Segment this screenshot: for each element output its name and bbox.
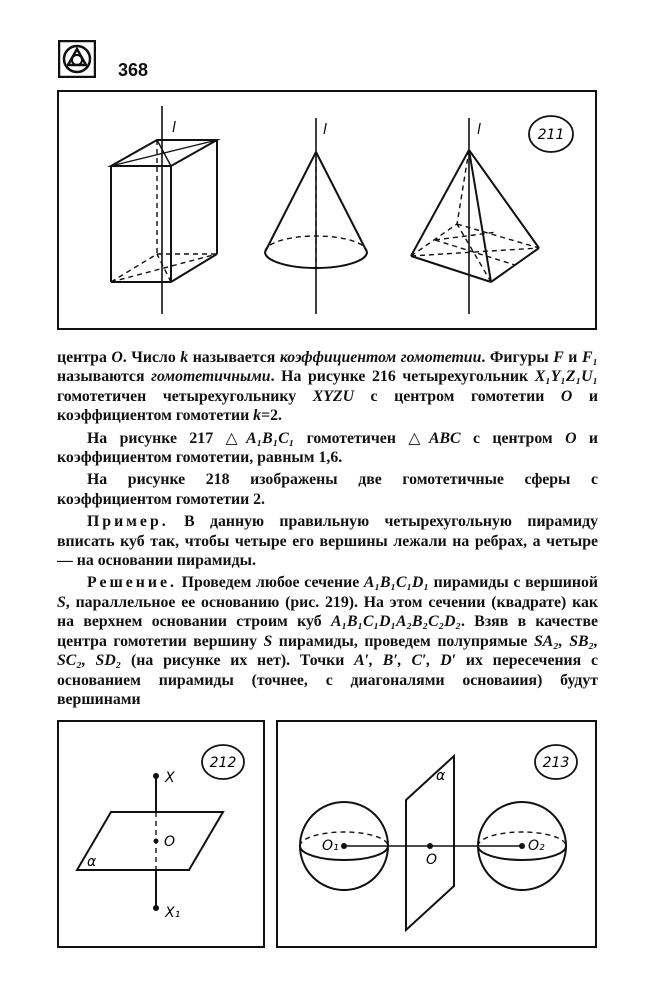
center-o1-label: O₁ [322,838,339,854]
figure-211-number-badge [529,116,573,152]
paragraph-2: На рисунке 217 △A₁B₁C₁ гомотетичен △ABC с центром O и коэффициентом гомотетии, равным 1,6. [57,429,599,467]
svg-text:212: 212 [209,755,237,771]
svg-text:213: 213 [542,755,570,771]
body-text [57,348,598,709]
point-o-label: O [164,834,176,850]
axis-label-prism: l [172,120,176,136]
paragraph-solution: Решение. Проведем любое сечение A₁B₁C₁D₁ пирамиды с вершиной S, параллельное ее основанию (рис. 219). На этом сечении (квадрате) как на верхнем основании строим куб A₁B₁C₁D₁A₂B₂C₂D₂. Взяв в качестве центра гомотетии вершину S пирамиды, проведем полупрямые SA₂, SB₂, SC₂, SD₂ (на рисунке их нет). Точки A′, B′, C′, D′ их пересечения с основанием пирамиды (точнее, с диагоналями основаиия) будут вершинами [57,574,599,708]
figure-213-number-badge [535,745,577,779]
figure-211 [57,90,597,330]
figure-213 [276,720,597,948]
point-x-label: X [165,770,175,786]
figure-212 [57,720,265,948]
center-o2-label: O₂ [528,838,545,854]
page-number: 368 [118,60,149,80]
example-label: Пример. [87,513,169,531]
axis-label-pyramid: l [477,122,481,138]
paragraph-example: Пример. В данную правильную четырехугольную пирамиду вписать куб так, чтобы четыре его вершины лежали на ребрах, а четыре — на основании пирамиды. [57,513,598,570]
figure-212-number-badge [202,745,244,779]
axis-label-cone: l [323,122,327,138]
figure-212-drawing [59,722,263,946]
figure-211-drawing [59,92,595,328]
svg-text:211: 211 [537,127,565,143]
point-x1-label: X₁ [165,905,181,921]
solution-label: Решение. [87,574,177,592]
center-o-label: O [426,852,438,868]
book-logo-icon [58,40,96,78]
plane-alpha-label: α [87,854,97,870]
plane-alpha-label: α [436,768,446,784]
figure-213-drawing [278,722,595,946]
paragraph-3: На рисунке 218 изображены две гомотетичные сферы с коэффициентом гомотетии 2. [57,471,598,508]
paragraph-1: центра O. Число k называется коэффициентом гомотетии. Фигуры F и F₁ называются гомотетичными. На рисунке 216 четырехугольник X₁Y₁Z₁U₁ гомотетичен четырехугольнику XYZU с центром гомотетии O и коэффициентом гомотетии k=2. [57,349,599,425]
